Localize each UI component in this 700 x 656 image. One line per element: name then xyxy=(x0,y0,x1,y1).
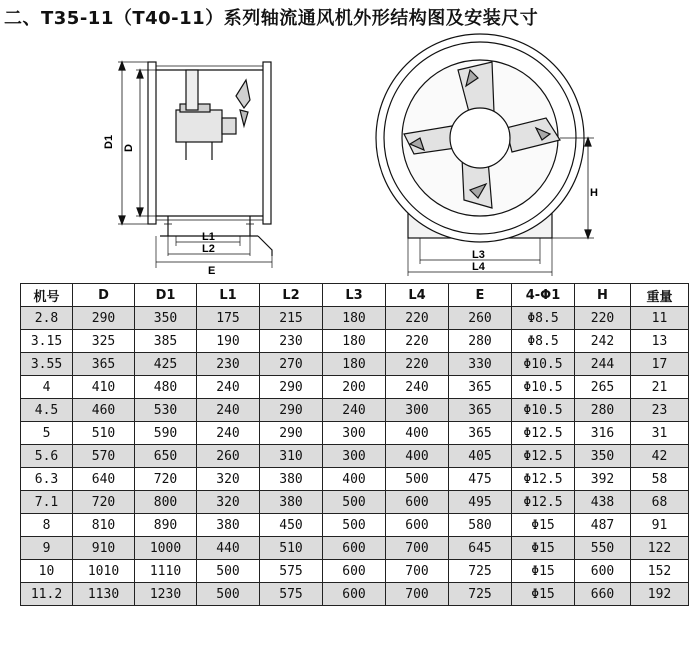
table-cell: Φ10.5 xyxy=(512,353,575,376)
table-cell: 510 xyxy=(73,422,135,445)
table-cell: 480 xyxy=(135,376,197,399)
table-row xyxy=(21,468,689,491)
table-cell: 575 xyxy=(260,560,323,583)
table-cell: 290 xyxy=(73,307,135,330)
table-cell: 580 xyxy=(449,514,512,537)
table-cell: 58 xyxy=(631,468,689,491)
table-cell: 190 xyxy=(197,330,260,353)
table-cell: 600 xyxy=(386,491,449,514)
table-cell: 230 xyxy=(197,353,260,376)
table-cell: 242 xyxy=(575,330,631,353)
table-cell: 450 xyxy=(260,514,323,537)
table-row xyxy=(21,514,689,537)
table-cell: 270 xyxy=(260,353,323,376)
table-row xyxy=(21,491,689,514)
table-cell: 310 xyxy=(260,445,323,468)
table-cell: 810 xyxy=(73,514,135,537)
table-cell: 42 xyxy=(631,445,689,468)
table-cell: 260 xyxy=(197,445,260,468)
table-cell: 438 xyxy=(575,491,631,514)
table-cell: 320 xyxy=(197,468,260,491)
table-cell: 700 xyxy=(386,583,449,606)
table-cell: Φ12.5 xyxy=(512,422,575,445)
table-cell: 122 xyxy=(631,537,689,560)
label-l1: L1 xyxy=(202,231,215,243)
table-cell: 365 xyxy=(449,422,512,445)
table-cell: 215 xyxy=(260,307,323,330)
table-cell: 240 xyxy=(386,376,449,399)
table-cell: 365 xyxy=(449,399,512,422)
table-row xyxy=(21,330,689,353)
page-title: 二、T35-11（T40-11）系列轴流通风机外形结构图及安装尺寸 xyxy=(4,8,539,29)
table-cell: 8 xyxy=(21,514,73,537)
table-cell: Φ15 xyxy=(512,583,575,606)
table-cell: 495 xyxy=(449,491,512,514)
table-cell: 600 xyxy=(323,583,386,606)
table-cell: 500 xyxy=(197,583,260,606)
table-cell: 645 xyxy=(449,537,512,560)
table-cell: 4.5 xyxy=(21,399,73,422)
table-cell: 7.1 xyxy=(21,491,73,514)
table-cell: Φ8.5 xyxy=(512,307,575,330)
table-row xyxy=(21,353,689,376)
table-row xyxy=(21,583,689,606)
table-cell: 11 xyxy=(631,307,689,330)
table-cell: 725 xyxy=(449,583,512,606)
table-cell: 180 xyxy=(323,330,386,353)
table-cell: 600 xyxy=(323,537,386,560)
table-cell: Φ15 xyxy=(512,514,575,537)
table-cell: 720 xyxy=(135,468,197,491)
label-l2: L2 xyxy=(202,243,215,255)
table-cell: 180 xyxy=(323,307,386,330)
table-cell: 600 xyxy=(323,560,386,583)
table-cell: Φ10.5 xyxy=(512,376,575,399)
table-cell: 10 xyxy=(21,560,73,583)
table-cell: 240 xyxy=(197,376,260,399)
table-cell: 6.3 xyxy=(21,468,73,491)
table-cell: 17 xyxy=(631,353,689,376)
table-cell: 152 xyxy=(631,560,689,583)
column-header: 4-Φ1 xyxy=(512,284,575,307)
table-cell: 23 xyxy=(631,399,689,422)
table-cell: 500 xyxy=(323,514,386,537)
table-cell: 640 xyxy=(73,468,135,491)
table-cell: 300 xyxy=(323,445,386,468)
table-cell: 460 xyxy=(73,399,135,422)
label-l4: L4 xyxy=(472,261,485,273)
table-cell: 650 xyxy=(135,445,197,468)
table-cell: 200 xyxy=(323,376,386,399)
table-header-row xyxy=(21,284,689,307)
technical-drawings xyxy=(0,0,700,282)
table-row xyxy=(21,307,689,330)
table-cell: 600 xyxy=(575,560,631,583)
table-cell: 400 xyxy=(323,468,386,491)
table-cell: 13 xyxy=(631,330,689,353)
table-cell: 350 xyxy=(575,445,631,468)
column-header: D1 xyxy=(135,284,197,307)
table-cell: 3.55 xyxy=(21,353,73,376)
installation-dimension-table xyxy=(20,283,689,606)
table-cell: 330 xyxy=(449,353,512,376)
table-cell: 91 xyxy=(631,514,689,537)
column-header: 机号 xyxy=(21,284,73,307)
table-cell: 316 xyxy=(575,422,631,445)
table-cell: 325 xyxy=(73,330,135,353)
table-cell: 385 xyxy=(135,330,197,353)
table-cell: 300 xyxy=(386,399,449,422)
table-cell: 500 xyxy=(386,468,449,491)
table-cell: 9 xyxy=(21,537,73,560)
table-cell: 700 xyxy=(386,560,449,583)
table-cell: 510 xyxy=(260,537,323,560)
column-header: 重量 xyxy=(631,284,689,307)
table-cell: 392 xyxy=(575,468,631,491)
table-cell: 720 xyxy=(73,491,135,514)
table-cell: 280 xyxy=(449,330,512,353)
side-view-drawing xyxy=(118,62,272,268)
column-header: E xyxy=(449,284,512,307)
table-cell: 192 xyxy=(631,583,689,606)
table-cell: 660 xyxy=(575,583,631,606)
table-cell: 21 xyxy=(631,376,689,399)
table-cell: 290 xyxy=(260,376,323,399)
column-header: H xyxy=(575,284,631,307)
table-cell: 240 xyxy=(197,399,260,422)
table-cell: 5 xyxy=(21,422,73,445)
table-cell: 570 xyxy=(73,445,135,468)
table-cell: 410 xyxy=(73,376,135,399)
table-cell: 1130 xyxy=(73,583,135,606)
table-cell: 700 xyxy=(386,537,449,560)
table-cell: 350 xyxy=(135,307,197,330)
table-cell: Φ12.5 xyxy=(512,468,575,491)
table-cell: 1110 xyxy=(135,560,197,583)
column-header: L2 xyxy=(260,284,323,307)
table-cell: 244 xyxy=(575,353,631,376)
column-header: L1 xyxy=(197,284,260,307)
table-cell: 425 xyxy=(135,353,197,376)
table-cell: 405 xyxy=(449,445,512,468)
table-cell: 3.15 xyxy=(21,330,73,353)
table-cell: 175 xyxy=(197,307,260,330)
table-cell: 600 xyxy=(386,514,449,537)
table-cell: 910 xyxy=(73,537,135,560)
table-cell: 220 xyxy=(386,307,449,330)
table-cell: 2.8 xyxy=(21,307,73,330)
table-cell: 31 xyxy=(631,422,689,445)
table-body xyxy=(21,307,689,606)
table-cell: 440 xyxy=(197,537,260,560)
table-row xyxy=(21,537,689,560)
table-cell: Φ10.5 xyxy=(512,399,575,422)
table-row xyxy=(21,399,689,422)
table-cell: 475 xyxy=(449,468,512,491)
table-cell: 11.2 xyxy=(21,583,73,606)
table-cell: Φ8.5 xyxy=(512,330,575,353)
label-l3: L3 xyxy=(472,249,485,261)
label-d: D xyxy=(123,144,135,152)
table-cell: 500 xyxy=(197,560,260,583)
table-cell: Φ12.5 xyxy=(512,445,575,468)
table-cell: 1010 xyxy=(73,560,135,583)
table-cell: Φ12.5 xyxy=(512,491,575,514)
table-cell: 400 xyxy=(386,445,449,468)
table-cell: 890 xyxy=(135,514,197,537)
table-cell: 68 xyxy=(631,491,689,514)
table-cell: 240 xyxy=(323,399,386,422)
table-cell: 365 xyxy=(449,376,512,399)
table-row xyxy=(21,560,689,583)
table-cell: 220 xyxy=(386,330,449,353)
label-h: H xyxy=(590,187,598,199)
table-cell: 220 xyxy=(386,353,449,376)
table-cell: 800 xyxy=(135,491,197,514)
table-cell: 487 xyxy=(575,514,631,537)
table-cell: 725 xyxy=(449,560,512,583)
table-cell: 380 xyxy=(260,491,323,514)
column-header: D xyxy=(73,284,135,307)
table-cell: 5.6 xyxy=(21,445,73,468)
table-cell: 4 xyxy=(21,376,73,399)
table-cell: 320 xyxy=(197,491,260,514)
table-cell: 265 xyxy=(575,376,631,399)
table-cell: 380 xyxy=(260,468,323,491)
table-cell: 220 xyxy=(575,307,631,330)
table-cell: 1230 xyxy=(135,583,197,606)
table-cell: 380 xyxy=(197,514,260,537)
table-cell: 240 xyxy=(197,422,260,445)
table-cell: 500 xyxy=(323,491,386,514)
table-cell: 300 xyxy=(323,422,386,445)
label-d1: D1 xyxy=(103,134,115,149)
table-cell: 280 xyxy=(575,399,631,422)
table-cell: 260 xyxy=(449,307,512,330)
table-cell: 290 xyxy=(260,422,323,445)
column-header: L4 xyxy=(386,284,449,307)
table-cell: 400 xyxy=(386,422,449,445)
table-cell: 575 xyxy=(260,583,323,606)
table-cell: Φ15 xyxy=(512,560,575,583)
table-cell: 290 xyxy=(260,399,323,422)
table-row xyxy=(21,376,689,399)
table-row xyxy=(21,422,689,445)
column-header: L3 xyxy=(323,284,386,307)
label-e: E xyxy=(208,265,216,277)
table-cell: Φ15 xyxy=(512,537,575,560)
front-view-drawing xyxy=(376,34,594,276)
table-cell: 590 xyxy=(135,422,197,445)
table-row xyxy=(21,445,689,468)
table-cell: 365 xyxy=(73,353,135,376)
table-cell: 550 xyxy=(575,537,631,560)
table-cell: 530 xyxy=(135,399,197,422)
table-cell: 1000 xyxy=(135,537,197,560)
table-cell: 180 xyxy=(323,353,386,376)
table-cell: 230 xyxy=(260,330,323,353)
